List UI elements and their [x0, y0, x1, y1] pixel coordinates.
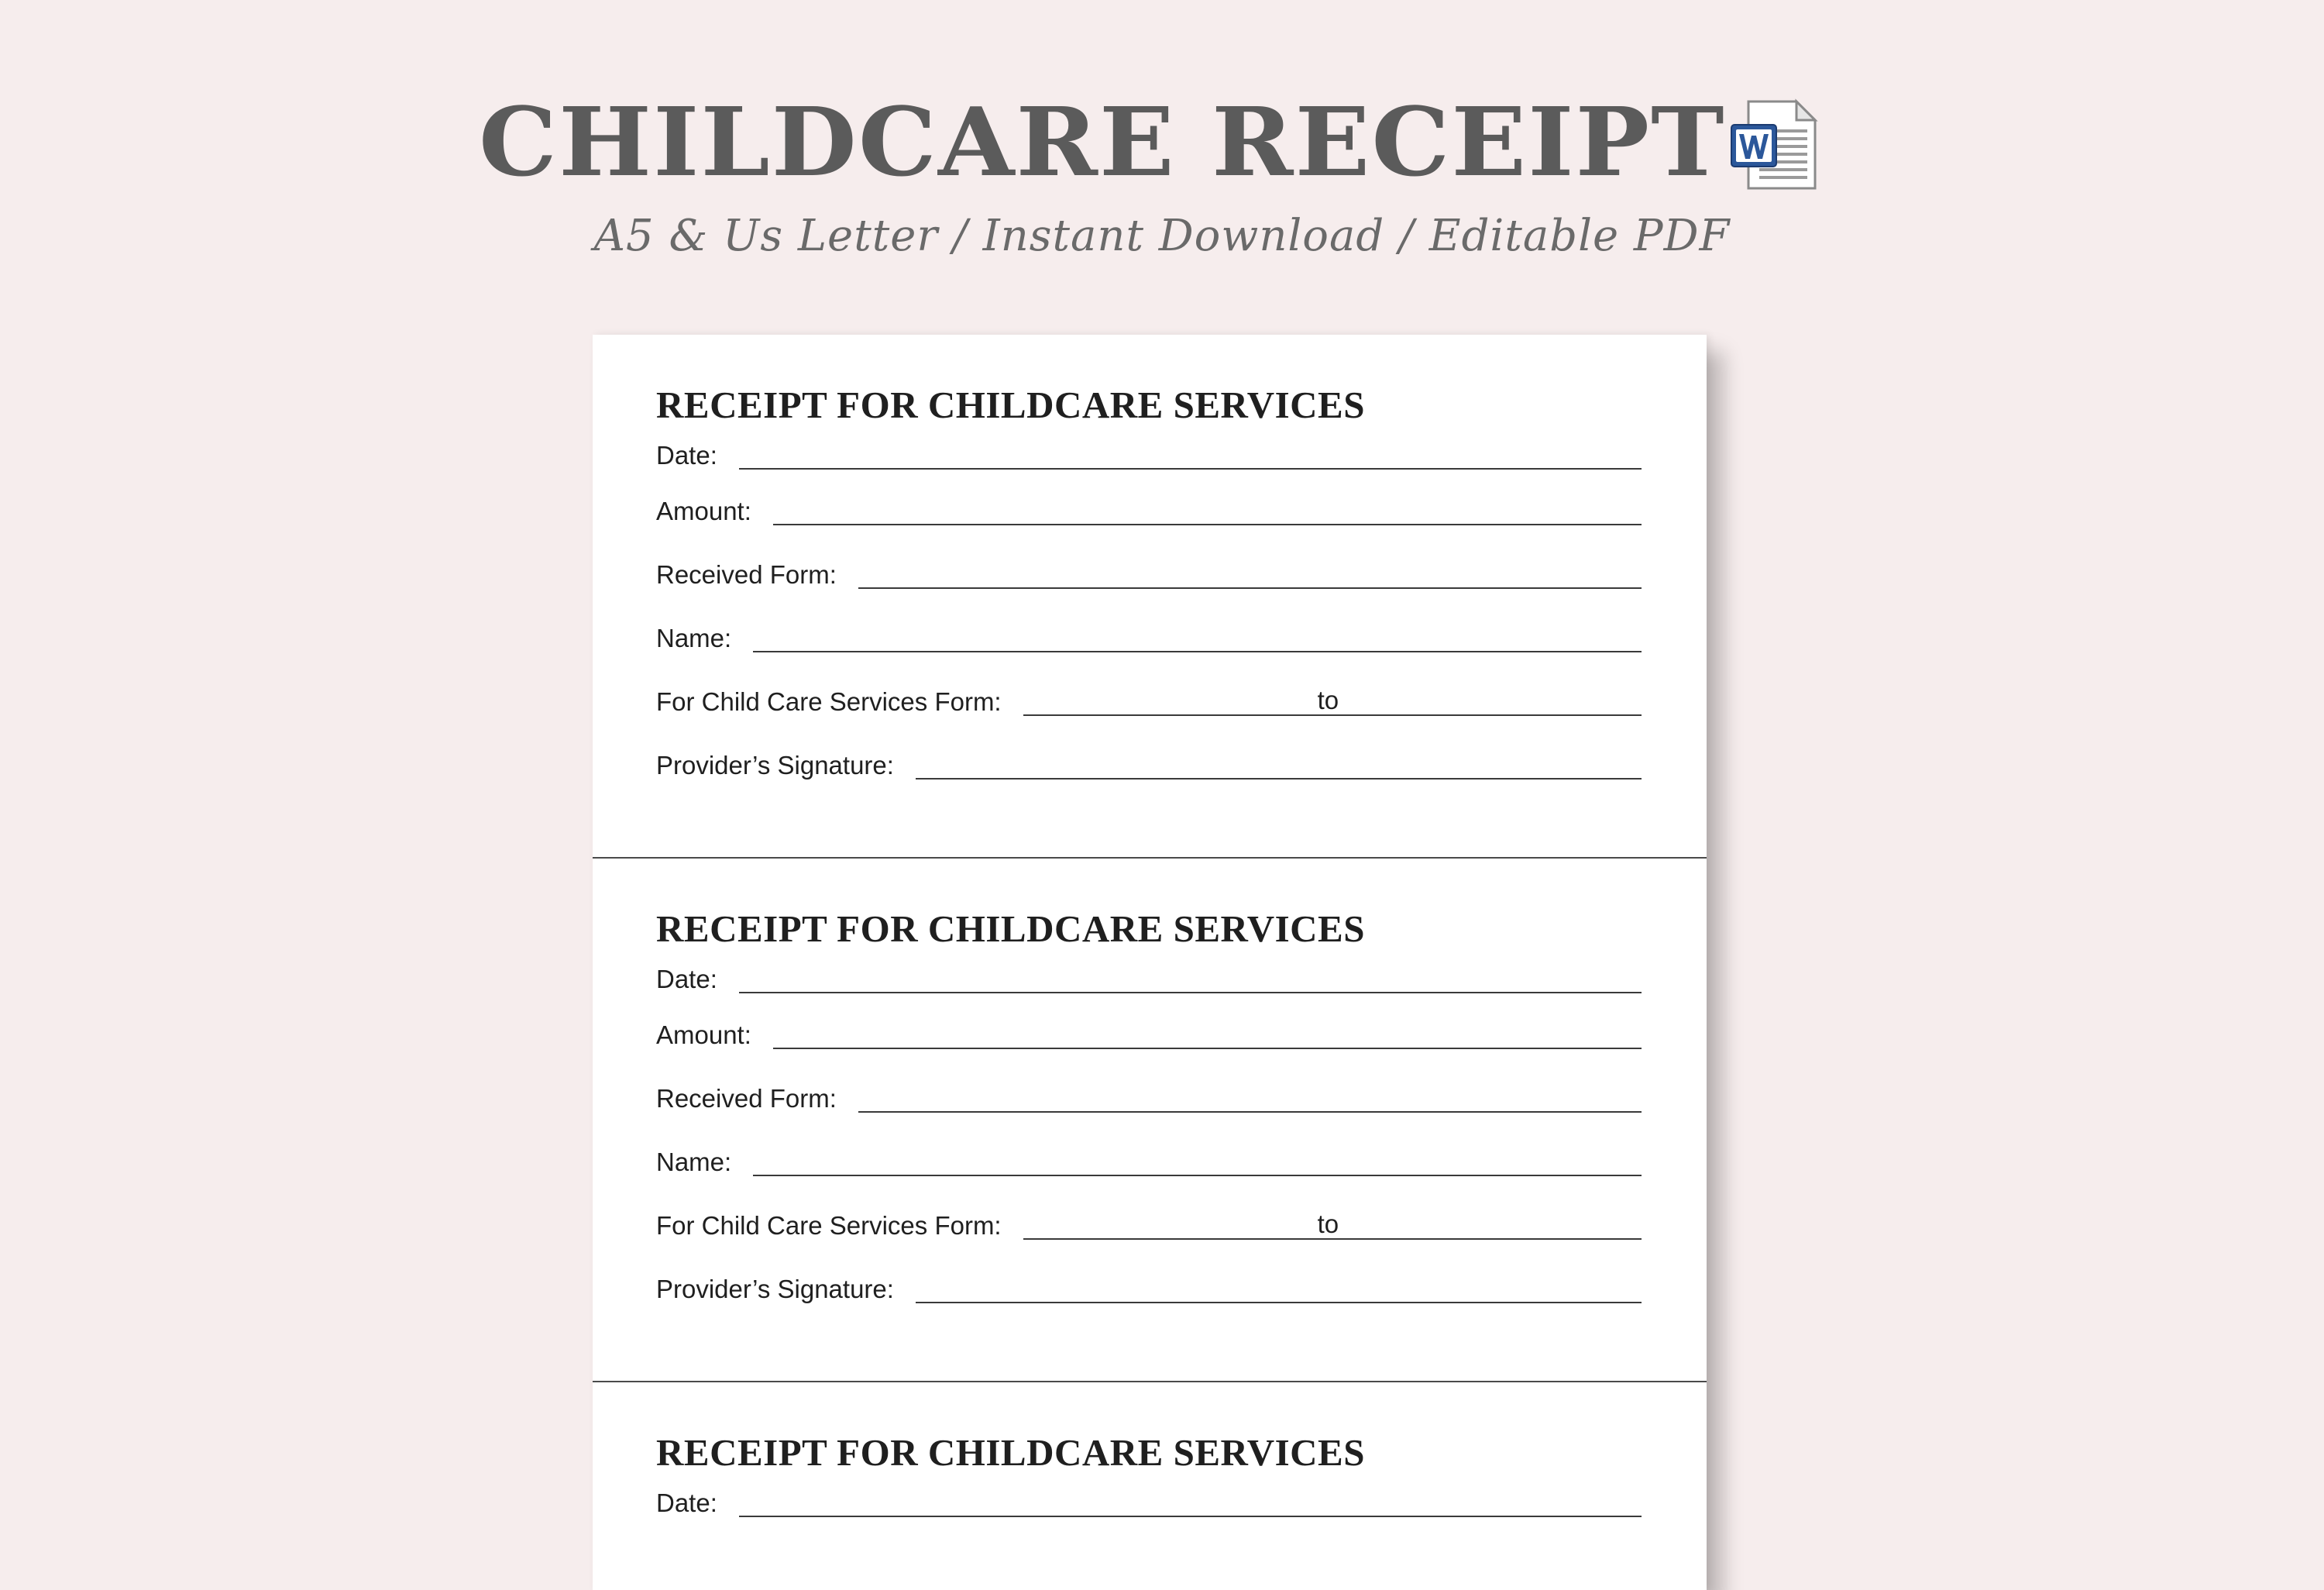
amount-label: Amount:	[656, 1020, 751, 1049]
service-period-field[interactable]	[656, 1204, 1642, 1241]
signature-field[interactable]	[656, 1268, 1642, 1305]
page-title: CHILDCARE RECEIPT	[478, 86, 1726, 198]
receipt-block	[593, 335, 1707, 859]
signature-line[interactable]	[916, 1294, 1642, 1303]
amount-line[interactable]	[773, 516, 1642, 525]
amount-field[interactable]	[656, 1014, 1642, 1051]
amount-field[interactable]	[656, 490, 1642, 527]
service-period-from-line[interactable]	[1023, 1230, 1318, 1240]
signature-label: Provider’s Signature:	[656, 1275, 894, 1303]
date-label: Date:	[656, 441, 717, 470]
receipt-block	[593, 859, 1707, 1382]
signature-field[interactable]	[656, 744, 1642, 781]
received-from-line[interactable]	[858, 1103, 1642, 1113]
date-field[interactable]	[656, 1482, 1642, 1519]
to-label: to	[1317, 686, 1339, 714]
service-period-to-line[interactable]	[1318, 1207, 1642, 1240]
date-field[interactable]	[656, 958, 1642, 995]
name-field[interactable]	[656, 617, 1642, 654]
service-period-label: For Child Care Services Form:	[656, 687, 1002, 716]
date-line[interactable]	[739, 1508, 1642, 1517]
to-label: to	[1317, 1210, 1339, 1238]
receipt-title: RECEIPT FOR CHILDCARE SERVICES	[656, 384, 1365, 426]
service-period-to-line[interactable]	[1318, 683, 1642, 716]
name-line[interactable]	[753, 1167, 1642, 1176]
date-field[interactable]	[656, 434, 1642, 471]
name-line[interactable]	[753, 643, 1642, 652]
received-from-label: Received Form:	[656, 560, 837, 589]
signature-line[interactable]	[916, 770, 1642, 780]
name-field[interactable]	[656, 1141, 1642, 1178]
date-line[interactable]	[739, 984, 1642, 993]
received-from-field[interactable]	[656, 553, 1642, 590]
amount-line[interactable]	[773, 1040, 1642, 1049]
receipt-document	[593, 335, 1707, 1590]
date-label: Date:	[656, 965, 717, 993]
word-document-icon	[1728, 98, 1821, 191]
received-from-line[interactable]	[858, 580, 1642, 589]
name-label: Name:	[656, 1148, 732, 1176]
service-period-field[interactable]	[656, 680, 1642, 718]
received-from-label: Received Form:	[656, 1084, 837, 1113]
signature-label: Provider’s Signature:	[656, 751, 894, 780]
service-period-from-line[interactable]	[1023, 707, 1318, 716]
title-row	[0, 84, 2324, 200]
service-period-label: For Child Care Services Form:	[656, 1211, 1002, 1240]
subtitle: A5 & Us Letter / Instant Download / Editable PDF	[593, 211, 1731, 261]
date-label: Date:	[656, 1488, 717, 1517]
receipt-title: RECEIPT FOR CHILDCARE SERVICES	[656, 907, 1365, 950]
receipt-title: RECEIPT FOR CHILDCARE SERVICES	[656, 1431, 1365, 1474]
received-from-field[interactable]	[656, 1077, 1642, 1114]
date-line[interactable]	[739, 460, 1642, 470]
receipt-block	[593, 1382, 1707, 1590]
amount-label: Amount:	[656, 497, 751, 525]
name-label: Name:	[656, 624, 732, 652]
